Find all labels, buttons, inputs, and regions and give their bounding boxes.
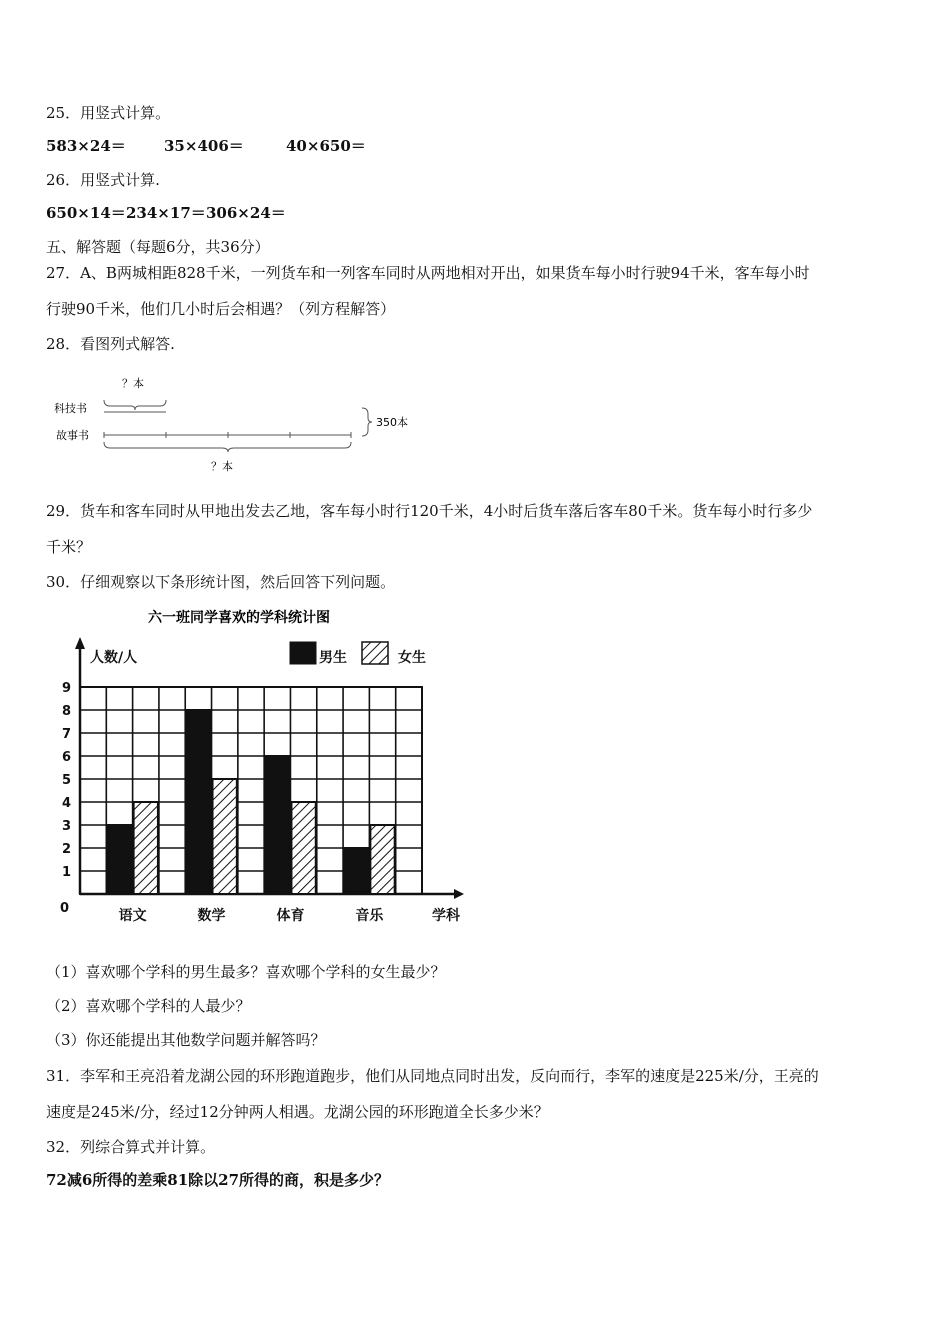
science-brace	[104, 400, 166, 410]
bar-girls-3	[291, 802, 315, 894]
q32-title: 32．列综合算式并计算。	[46, 1138, 216, 1156]
q25-expr-2: 35×406＝	[164, 137, 244, 155]
x-axis-label: 学科	[432, 908, 460, 924]
y-tick-label: 8	[62, 704, 72, 719]
story-label: 故事书	[56, 429, 89, 442]
q32-text: 72减6所得的差乘81除以27所得的商，积是多少？	[46, 1171, 390, 1189]
q26-expr-2: 234×17＝	[126, 204, 206, 222]
bar-boys-2	[186, 710, 210, 894]
y-axis-label: 人数/人	[90, 650, 138, 666]
q28-diagram	[46, 372, 426, 482]
chart-title: 六一班同学喜欢的学科统计图	[148, 610, 330, 626]
q25-expr-3: 40×650＝	[286, 137, 366, 155]
q27-line-1: 27．A、B两城相距828千米，一列货车和一列客车同时从两地相对开出，如果货车每小时行驶94千米，客车每小时	[46, 264, 810, 282]
legend-swatch-boys	[290, 642, 316, 664]
q26-expr-3: 306×24＝	[206, 204, 286, 222]
x-category-label: 音乐	[355, 908, 384, 924]
y-tick-label: 4	[62, 796, 72, 811]
legend-swatch-girls	[362, 642, 388, 664]
bar-chart-svg	[46, 600, 486, 940]
q31-line-1: 31．李军和王亮沿着龙湖公园的环形跑道跑步，他们从同地点同时出发，反向而行，李军的速度是225米/分，王亮的	[46, 1067, 819, 1085]
bar-girls-4	[370, 825, 394, 894]
total-label: 350本	[376, 416, 408, 429]
total-brace	[362, 408, 372, 436]
x-axis-arrow	[454, 889, 464, 899]
legend-label-girls: 女生	[398, 650, 426, 666]
x-category-label: 数学	[197, 908, 226, 924]
bar-girls-1	[134, 802, 158, 894]
bar-boys-3	[265, 756, 289, 894]
q26-title: 26．用竖式计算.	[46, 171, 160, 189]
x-category-label: 体育	[276, 908, 305, 924]
q28-title: 28．看图列式解答.	[46, 335, 175, 353]
q30-sub-3: （3）你还能提出其他数学问题并解答吗？	[46, 1031, 326, 1049]
y-tick-label: 6	[62, 750, 72, 765]
q27-line-2: 行驶90千米，他们几小时后会相遇？（列方程解答）	[46, 300, 396, 318]
bar-boys-1	[107, 825, 131, 894]
q26-expr-1: 650×14＝	[46, 204, 126, 222]
q29-line-2: 千米？	[46, 538, 92, 556]
science-question-label: ？本	[122, 377, 144, 390]
story-question-label: ？本	[211, 460, 233, 473]
x-categories	[119, 907, 385, 924]
y-ticks	[62, 681, 71, 880]
section-5-heading: 五、解答题（每题6分，共36分）	[46, 238, 270, 256]
q30-title: 30．仔细观察以下条形统计图，然后回答下列问题。	[46, 573, 396, 591]
q28-diagram-svg	[46, 372, 426, 482]
q30-sub-2: （2）喜欢哪个学科的人最少？	[46, 997, 251, 1015]
q29-line-1: 29．货车和客车同时从甲地出发去乙地，客车每小时行120千米，4小时后货车落后客车80千米。货车每小时行多少	[46, 502, 813, 520]
q30-sub-1: （1）喜欢哪个学科的男生最多？喜欢哪个学科的女生最少？	[46, 963, 446, 981]
y-tick-label: 1	[62, 865, 72, 880]
q26-exprs	[46, 203, 286, 223]
q25-title: 25．用竖式计算。	[46, 104, 171, 122]
y-tick-label: 3	[62, 819, 72, 834]
q31-line-2: 速度是245米/分，经过12分钟两人相遇。龙湖公园的环形跑道全长多少米？	[46, 1103, 549, 1121]
y-tick-label: 7	[62, 727, 72, 742]
bar-boys-4	[344, 848, 368, 894]
y-tick-label: 5	[62, 773, 72, 788]
legend-label-boys: 男生	[319, 650, 347, 666]
y-axis-arrow	[75, 637, 85, 649]
origin-label: 0	[60, 901, 70, 916]
q25-exprs	[46, 136, 366, 156]
bar-girls-2	[213, 779, 237, 894]
x-category-label: 语文	[118, 908, 147, 924]
y-tick-label: 9	[62, 681, 72, 696]
story-brace	[104, 442, 351, 452]
science-label: 科技书	[54, 402, 87, 415]
q25-expr-1: 583×24＝	[46, 137, 126, 155]
y-tick-label: 2	[62, 842, 72, 857]
bar-chart	[46, 600, 486, 940]
